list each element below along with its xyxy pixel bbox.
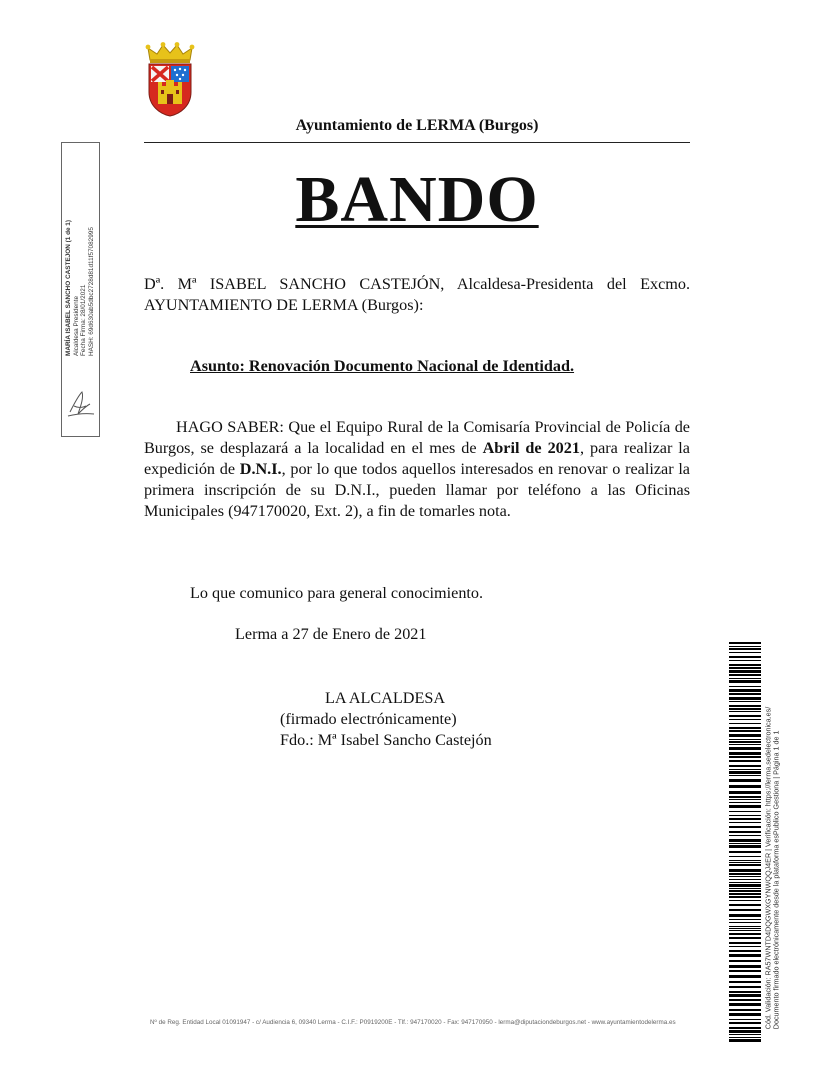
signature-role: LA ALCALDESA xyxy=(325,689,446,707)
signature-block xyxy=(280,688,492,751)
barcode-icon xyxy=(729,642,761,1042)
validation-code: Cód. Validación: RA57WNTD4DQGWXGYNWQQJ4ER | Verificación: https://lerma.sedelectronica.es/ xyxy=(763,706,773,1030)
subject-line: Asunto: Renovación Documento Nacional de Identidad. xyxy=(190,357,575,375)
header-divider xyxy=(144,142,690,143)
body-bold-dni: D.N.I. xyxy=(239,460,282,478)
handwritten-signature-icon xyxy=(64,384,96,424)
stamp-date: Fecha Firma: 28/01/2021 xyxy=(80,284,87,356)
header-title: Ayuntamiento de LERMA (Burgos) xyxy=(295,117,539,134)
stamp-role: Alcaldesa Presidente xyxy=(72,295,80,356)
intro-paragraph: Dª. Mª ISABEL SANCHO CASTEJÓN, Alcaldesa-Presidenta del Excmo. AYUNTAMIENTO DE LERMA (Burgos): xyxy=(144,275,690,314)
body-paragraph xyxy=(144,417,690,522)
document-heading xyxy=(144,160,690,240)
validation-platform: Documento firmado electrónicamente desde la plataforma esPublico Gestiona | Página 1 de 1 xyxy=(772,730,781,1030)
signature-name: Fdo.: Mª Isabel Sancho Castejón xyxy=(280,731,492,749)
body-text-2: , para realizar la expedición de xyxy=(144,439,690,478)
body-bold-date: Abril de 2021 xyxy=(482,439,580,457)
place-date: Lerma a 27 de Enero de 2021 xyxy=(235,625,427,643)
stamp-signer: MARÍA ISABEL SANCHO CASTEJON (1 de 1) xyxy=(64,220,72,356)
stamp-hash: HASH: 69d630ab5dbc2728d81d11f57082995 xyxy=(87,227,95,356)
closing-line: Lo que comunico para general conocimiento. xyxy=(190,584,484,602)
signature-note: (firmado electrónicamente) xyxy=(280,710,457,728)
document-heading-text: BANDO xyxy=(295,163,539,236)
body-text-3: , por lo que todos aquellos interesados en renovar o realizar la primera inscripción de su D.N.I., pueden llamar por teléfono a las Oficinas Municipales (947170020, Ext. 2), a fin de tomarles nota. xyxy=(144,460,690,520)
footer-contact: Nº de Reg. Entidad Local 01091947 - c/ Audiencia 6, 09340 Lerma - C.I.F.: P0919200E - Tlf.: 947170020 - Fax: 947170950 - lerma@diputaciondeburgos.net - www.ayuntamientodelerma.es xyxy=(150,1019,676,1026)
body-text-1: HAGO SABER: Que el Equipo Rural de la Comisaría Provincial de Policía de Burgos, se desplazará a la localidad en el mes de xyxy=(144,418,690,457)
coat-of-arms-logo xyxy=(144,42,196,118)
